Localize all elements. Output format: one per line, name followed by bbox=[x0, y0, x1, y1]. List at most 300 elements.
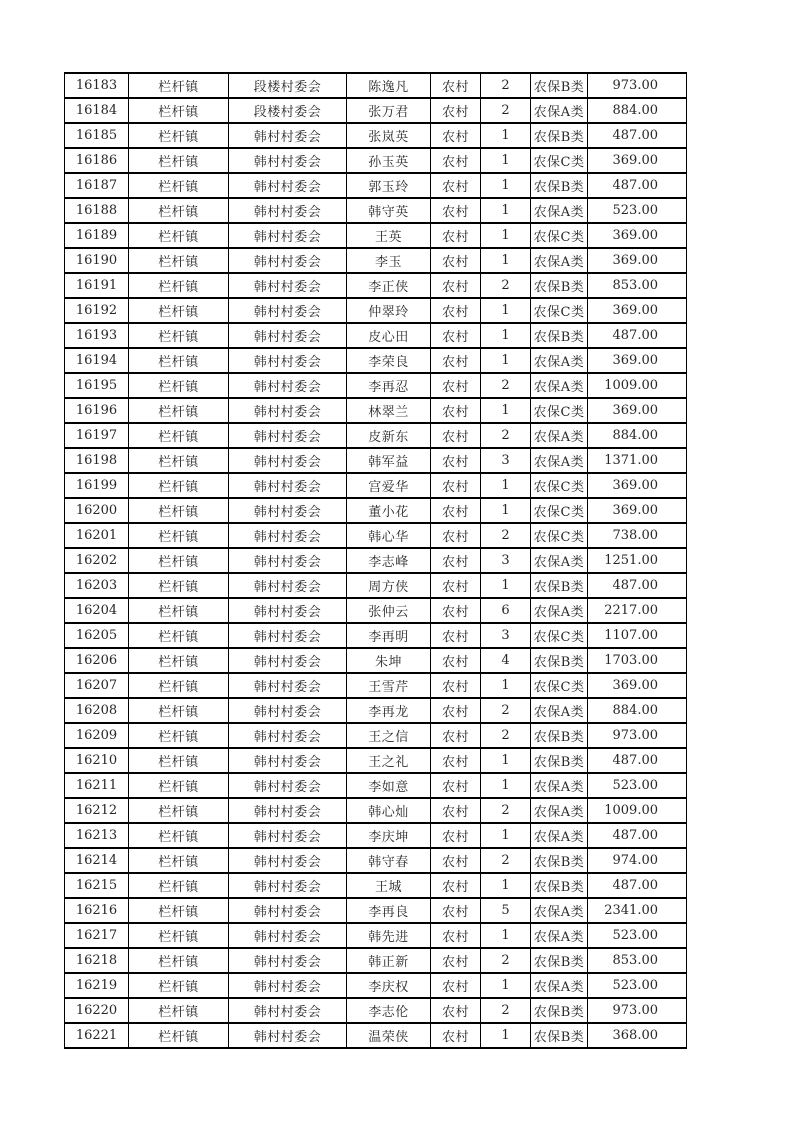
cell-insurance-category: 农保A类 bbox=[531, 548, 588, 573]
cell-town: 栏杆镇 bbox=[129, 573, 229, 598]
cell-person-name: 王之礼 bbox=[347, 748, 431, 773]
cell-insurance-category: 农保C类 bbox=[531, 148, 588, 173]
cell-insurance-category: 农保B类 bbox=[531, 948, 588, 973]
cell-insurance-category: 农保B类 bbox=[531, 848, 588, 873]
cell-residence-type: 农村 bbox=[431, 148, 481, 173]
table-row bbox=[65, 273, 687, 298]
cell-residence-type: 农村 bbox=[431, 923, 481, 948]
cell-insurance-category: 农保A类 bbox=[531, 448, 588, 473]
cell-headcount: 2 bbox=[481, 73, 531, 98]
cell-person-name: 韩先进 bbox=[347, 923, 431, 948]
table-row bbox=[65, 898, 687, 923]
cell-headcount: 2 bbox=[481, 998, 531, 1023]
cell-amount: 369.00 bbox=[588, 498, 687, 523]
cell-village-committee: 韩村村委会 bbox=[229, 123, 347, 148]
table-row bbox=[65, 373, 687, 398]
cell-amount: 1009.00 bbox=[588, 798, 687, 823]
cell-serial-number: 16191 bbox=[65, 273, 129, 298]
cell-person-name: 王雪芹 bbox=[347, 673, 431, 698]
cell-residence-type: 农村 bbox=[431, 823, 481, 848]
cell-town: 栏杆镇 bbox=[129, 748, 229, 773]
cell-town: 栏杆镇 bbox=[129, 973, 229, 998]
cell-village-committee: 韩村村委会 bbox=[229, 598, 347, 623]
cell-residence-type: 农村 bbox=[431, 348, 481, 373]
cell-residence-type: 农村 bbox=[431, 573, 481, 598]
cell-town: 栏杆镇 bbox=[129, 548, 229, 573]
cell-headcount: 2 bbox=[481, 98, 531, 123]
cell-amount: 369.00 bbox=[588, 248, 687, 273]
cell-town: 栏杆镇 bbox=[129, 498, 229, 523]
table-row bbox=[65, 848, 687, 873]
cell-serial-number: 16184 bbox=[65, 98, 129, 123]
cell-amount: 1371.00 bbox=[588, 448, 687, 473]
cell-amount: 1009.00 bbox=[588, 373, 687, 398]
cell-headcount: 3 bbox=[481, 548, 531, 573]
cell-serial-number: 16199 bbox=[65, 473, 129, 498]
cell-amount: 853.00 bbox=[588, 948, 687, 973]
cell-village-committee: 韩村村委会 bbox=[229, 898, 347, 923]
cell-residence-type: 农村 bbox=[431, 748, 481, 773]
cell-residence-type: 农村 bbox=[431, 1023, 481, 1048]
cell-person-name: 韩守英 bbox=[347, 198, 431, 223]
cell-serial-number: 16188 bbox=[65, 198, 129, 223]
cell-amount: 523.00 bbox=[588, 773, 687, 798]
cell-serial-number: 16193 bbox=[65, 323, 129, 348]
cell-person-name: 宫爱华 bbox=[347, 473, 431, 498]
cell-amount: 884.00 bbox=[588, 698, 687, 723]
cell-residence-type: 农村 bbox=[431, 973, 481, 998]
cell-headcount: 1 bbox=[481, 748, 531, 773]
cell-serial-number: 16187 bbox=[65, 173, 129, 198]
cell-village-committee: 韩村村委会 bbox=[229, 673, 347, 698]
table-row bbox=[65, 973, 687, 998]
cell-insurance-category: 农保C类 bbox=[531, 673, 588, 698]
table-row bbox=[65, 298, 687, 323]
cell-person-name: 仲翠玲 bbox=[347, 298, 431, 323]
cell-person-name: 张仲云 bbox=[347, 598, 431, 623]
table-row bbox=[65, 398, 687, 423]
cell-village-committee: 韩村村委会 bbox=[229, 698, 347, 723]
cell-serial-number: 16211 bbox=[65, 773, 129, 798]
cell-town: 栏杆镇 bbox=[129, 648, 229, 673]
cell-village-committee: 韩村村委会 bbox=[229, 298, 347, 323]
cell-village-committee: 韩村村委会 bbox=[229, 373, 347, 398]
cell-residence-type: 农村 bbox=[431, 448, 481, 473]
cell-insurance-category: 农保A类 bbox=[531, 898, 588, 923]
cell-residence-type: 农村 bbox=[431, 673, 481, 698]
cell-headcount: 2 bbox=[481, 273, 531, 298]
cell-amount: 884.00 bbox=[588, 98, 687, 123]
cell-town: 栏杆镇 bbox=[129, 998, 229, 1023]
cell-town: 栏杆镇 bbox=[129, 473, 229, 498]
cell-amount: 2341.00 bbox=[588, 898, 687, 923]
cell-residence-type: 农村 bbox=[431, 998, 481, 1023]
cell-residence-type: 农村 bbox=[431, 323, 481, 348]
cell-amount: 973.00 bbox=[588, 723, 687, 748]
cell-serial-number: 16198 bbox=[65, 448, 129, 473]
cell-residence-type: 农村 bbox=[431, 473, 481, 498]
cell-insurance-category: 农保C类 bbox=[531, 298, 588, 323]
table-row bbox=[65, 798, 687, 823]
cell-village-committee: 韩村村委会 bbox=[229, 648, 347, 673]
cell-insurance-category: 农保A类 bbox=[531, 923, 588, 948]
cell-town: 栏杆镇 bbox=[129, 523, 229, 548]
cell-amount: 973.00 bbox=[588, 998, 687, 1023]
cell-village-committee: 韩村村委会 bbox=[229, 748, 347, 773]
table-row bbox=[65, 248, 687, 273]
cell-village-committee: 韩村村委会 bbox=[229, 973, 347, 998]
cell-person-name: 陈逸凡 bbox=[347, 73, 431, 98]
cell-insurance-category: 农保B类 bbox=[531, 998, 588, 1023]
cell-residence-type: 农村 bbox=[431, 423, 481, 448]
cell-village-committee: 韩村村委会 bbox=[229, 523, 347, 548]
cell-insurance-category: 农保B类 bbox=[531, 1023, 588, 1048]
cell-town: 栏杆镇 bbox=[129, 823, 229, 848]
cell-person-name: 李荣良 bbox=[347, 348, 431, 373]
table-row bbox=[65, 548, 687, 573]
table-row bbox=[65, 573, 687, 598]
cell-person-name: 皮新东 bbox=[347, 423, 431, 448]
cell-headcount: 2 bbox=[481, 423, 531, 448]
cell-town: 栏杆镇 bbox=[129, 873, 229, 898]
cell-residence-type: 农村 bbox=[431, 123, 481, 148]
cell-town: 栏杆镇 bbox=[129, 298, 229, 323]
cell-person-name: 李再良 bbox=[347, 898, 431, 923]
cell-headcount: 1 bbox=[481, 773, 531, 798]
cell-town: 栏杆镇 bbox=[129, 698, 229, 723]
cell-person-name: 韩正新 bbox=[347, 948, 431, 973]
cell-amount: 2217.00 bbox=[588, 598, 687, 623]
cell-person-name: 周方侠 bbox=[347, 573, 431, 598]
cell-person-name: 王英 bbox=[347, 223, 431, 248]
cell-serial-number: 16219 bbox=[65, 973, 129, 998]
cell-person-name: 郭玉玲 bbox=[347, 173, 431, 198]
cell-village-committee: 韩村村委会 bbox=[229, 223, 347, 248]
cell-serial-number: 16195 bbox=[65, 373, 129, 398]
cell-serial-number: 16186 bbox=[65, 148, 129, 173]
cell-amount: 738.00 bbox=[588, 523, 687, 548]
cell-headcount: 1 bbox=[481, 223, 531, 248]
cell-village-committee: 韩村村委会 bbox=[229, 998, 347, 1023]
cell-amount: 487.00 bbox=[588, 123, 687, 148]
cell-headcount: 1 bbox=[481, 123, 531, 148]
cell-insurance-category: 农保A类 bbox=[531, 823, 588, 848]
cell-amount: 487.00 bbox=[588, 173, 687, 198]
cell-serial-number: 16185 bbox=[65, 123, 129, 148]
cell-town: 栏杆镇 bbox=[129, 323, 229, 348]
cell-amount: 369.00 bbox=[588, 398, 687, 423]
cell-residence-type: 农村 bbox=[431, 523, 481, 548]
cell-residence-type: 农村 bbox=[431, 373, 481, 398]
cell-person-name: 韩守春 bbox=[347, 848, 431, 873]
cell-residence-type: 农村 bbox=[431, 698, 481, 723]
cell-residence-type: 农村 bbox=[431, 548, 481, 573]
cell-headcount: 1 bbox=[481, 148, 531, 173]
cell-village-committee: 韩村村委会 bbox=[229, 873, 347, 898]
table-row bbox=[65, 648, 687, 673]
cell-town: 栏杆镇 bbox=[129, 948, 229, 973]
cell-amount: 487.00 bbox=[588, 573, 687, 598]
cell-person-name: 李志伦 bbox=[347, 998, 431, 1023]
cell-headcount: 3 bbox=[481, 623, 531, 648]
cell-serial-number: 16197 bbox=[65, 423, 129, 448]
table-row bbox=[65, 723, 687, 748]
cell-village-committee: 韩村村委会 bbox=[229, 198, 347, 223]
cell-serial-number: 16192 bbox=[65, 298, 129, 323]
cell-headcount: 2 bbox=[481, 798, 531, 823]
cell-serial-number: 16201 bbox=[65, 523, 129, 548]
cell-amount: 523.00 bbox=[588, 923, 687, 948]
cell-town: 栏杆镇 bbox=[129, 773, 229, 798]
cell-headcount: 1 bbox=[481, 348, 531, 373]
cell-amount: 1703.00 bbox=[588, 648, 687, 673]
cell-town: 栏杆镇 bbox=[129, 448, 229, 473]
cell-person-name: 张万君 bbox=[347, 98, 431, 123]
cell-insurance-category: 农保A类 bbox=[531, 198, 588, 223]
cell-serial-number: 16208 bbox=[65, 698, 129, 723]
cell-village-committee: 韩村村委会 bbox=[229, 1023, 347, 1048]
cell-village-committee: 韩村村委会 bbox=[229, 348, 347, 373]
cell-town: 栏杆镇 bbox=[129, 423, 229, 448]
cell-residence-type: 农村 bbox=[431, 623, 481, 648]
cell-serial-number: 16218 bbox=[65, 948, 129, 973]
cell-insurance-category: 农保A类 bbox=[531, 373, 588, 398]
cell-headcount: 3 bbox=[481, 448, 531, 473]
cell-serial-number: 16183 bbox=[65, 73, 129, 98]
cell-residence-type: 农村 bbox=[431, 848, 481, 873]
cell-village-committee: 韩村村委会 bbox=[229, 473, 347, 498]
cell-serial-number: 16206 bbox=[65, 648, 129, 673]
cell-insurance-category: 农保A类 bbox=[531, 98, 588, 123]
cell-person-name: 李庆坤 bbox=[347, 823, 431, 848]
cell-insurance-category: 农保A类 bbox=[531, 798, 588, 823]
cell-insurance-category: 农保A类 bbox=[531, 248, 588, 273]
cell-town: 栏杆镇 bbox=[129, 373, 229, 398]
table-row bbox=[65, 123, 687, 148]
cell-serial-number: 16209 bbox=[65, 723, 129, 748]
cell-village-committee: 韩村村委会 bbox=[229, 498, 347, 523]
cell-person-name: 李正侠 bbox=[347, 273, 431, 298]
cell-town: 栏杆镇 bbox=[129, 398, 229, 423]
cell-headcount: 6 bbox=[481, 598, 531, 623]
table-row bbox=[65, 173, 687, 198]
cell-amount: 853.00 bbox=[588, 273, 687, 298]
cell-insurance-category: 农保A类 bbox=[531, 598, 588, 623]
cell-town: 栏杆镇 bbox=[129, 248, 229, 273]
cell-town: 栏杆镇 bbox=[129, 123, 229, 148]
cell-person-name: 李玉 bbox=[347, 248, 431, 273]
cell-town: 栏杆镇 bbox=[129, 98, 229, 123]
table-row bbox=[65, 448, 687, 473]
table-row bbox=[65, 998, 687, 1023]
cell-residence-type: 农村 bbox=[431, 598, 481, 623]
cell-person-name: 孙玉英 bbox=[347, 148, 431, 173]
cell-person-name: 李庆权 bbox=[347, 973, 431, 998]
cell-serial-number: 16189 bbox=[65, 223, 129, 248]
cell-serial-number: 16220 bbox=[65, 998, 129, 1023]
cell-town: 栏杆镇 bbox=[129, 723, 229, 748]
cell-residence-type: 农村 bbox=[431, 948, 481, 973]
cell-village-committee: 韩村村委会 bbox=[229, 273, 347, 298]
cell-insurance-category: 农保C类 bbox=[531, 623, 588, 648]
cell-serial-number: 16203 bbox=[65, 573, 129, 598]
table-row bbox=[65, 423, 687, 448]
cell-village-committee: 段楼村委会 bbox=[229, 73, 347, 98]
table-row bbox=[65, 223, 687, 248]
cell-town: 栏杆镇 bbox=[129, 273, 229, 298]
cell-village-committee: 段楼村委会 bbox=[229, 98, 347, 123]
cell-residence-type: 农村 bbox=[431, 873, 481, 898]
table-row bbox=[65, 523, 687, 548]
table-row bbox=[65, 598, 687, 623]
cell-insurance-category: 农保B类 bbox=[531, 123, 588, 148]
cell-amount: 1107.00 bbox=[588, 623, 687, 648]
cell-person-name: 韩心华 bbox=[347, 523, 431, 548]
cell-headcount: 1 bbox=[481, 198, 531, 223]
cell-insurance-category: 农保B类 bbox=[531, 748, 588, 773]
cell-amount: 487.00 bbox=[588, 823, 687, 848]
cell-village-committee: 韩村村委会 bbox=[229, 798, 347, 823]
cell-town: 栏杆镇 bbox=[129, 673, 229, 698]
cell-amount: 487.00 bbox=[588, 873, 687, 898]
cell-headcount: 1 bbox=[481, 673, 531, 698]
cell-insurance-category: 农保B类 bbox=[531, 323, 588, 348]
cell-amount: 1251.00 bbox=[588, 548, 687, 573]
table-row bbox=[65, 73, 687, 98]
cell-headcount: 1 bbox=[481, 473, 531, 498]
cell-village-committee: 韩村村委会 bbox=[229, 173, 347, 198]
cell-insurance-category: 农保C类 bbox=[531, 398, 588, 423]
cell-headcount: 1 bbox=[481, 298, 531, 323]
cell-village-committee: 韩村村委会 bbox=[229, 923, 347, 948]
cell-town: 栏杆镇 bbox=[129, 923, 229, 948]
cell-headcount: 5 bbox=[481, 898, 531, 923]
cell-headcount: 2 bbox=[481, 848, 531, 873]
cell-insurance-category: 农保A类 bbox=[531, 348, 588, 373]
cell-village-committee: 韩村村委会 bbox=[229, 823, 347, 848]
cell-headcount: 2 bbox=[481, 948, 531, 973]
cell-residence-type: 农村 bbox=[431, 198, 481, 223]
cell-headcount: 2 bbox=[481, 523, 531, 548]
cell-insurance-category: 农保B类 bbox=[531, 648, 588, 673]
cell-serial-number: 16204 bbox=[65, 598, 129, 623]
cell-person-name: 皮心田 bbox=[347, 323, 431, 348]
cell-village-committee: 韩村村委会 bbox=[229, 948, 347, 973]
cell-village-committee: 韩村村委会 bbox=[229, 773, 347, 798]
table-row bbox=[65, 473, 687, 498]
table-row bbox=[65, 348, 687, 373]
cell-residence-type: 农村 bbox=[431, 398, 481, 423]
table-row bbox=[65, 98, 687, 123]
cell-insurance-category: 农保A类 bbox=[531, 423, 588, 448]
cell-residence-type: 农村 bbox=[431, 173, 481, 198]
cell-town: 栏杆镇 bbox=[129, 173, 229, 198]
cell-insurance-category: 农保A类 bbox=[531, 773, 588, 798]
cell-serial-number: 16207 bbox=[65, 673, 129, 698]
cell-person-name: 林翠兰 bbox=[347, 398, 431, 423]
cell-village-committee: 韩村村委会 bbox=[229, 248, 347, 273]
table-row bbox=[65, 498, 687, 523]
cell-town: 栏杆镇 bbox=[129, 223, 229, 248]
cell-town: 栏杆镇 bbox=[129, 898, 229, 923]
cell-residence-type: 农村 bbox=[431, 223, 481, 248]
cell-insurance-category: 农保B类 bbox=[531, 173, 588, 198]
cell-serial-number: 16190 bbox=[65, 248, 129, 273]
cell-serial-number: 16213 bbox=[65, 823, 129, 848]
cell-serial-number: 16205 bbox=[65, 623, 129, 648]
cell-village-committee: 韩村村委会 bbox=[229, 573, 347, 598]
cell-insurance-category: 农保C类 bbox=[531, 473, 588, 498]
cell-village-committee: 韩村村委会 bbox=[229, 423, 347, 448]
cell-headcount: 4 bbox=[481, 648, 531, 673]
cell-village-committee: 韩村村委会 bbox=[229, 723, 347, 748]
cell-town: 栏杆镇 bbox=[129, 73, 229, 98]
cell-serial-number: 16194 bbox=[65, 348, 129, 373]
table-row bbox=[65, 323, 687, 348]
cell-person-name: 李再忍 bbox=[347, 373, 431, 398]
cell-town: 栏杆镇 bbox=[129, 348, 229, 373]
cell-amount: 369.00 bbox=[588, 223, 687, 248]
table-row bbox=[65, 773, 687, 798]
table-row bbox=[65, 1023, 687, 1048]
cell-person-name: 韩心灿 bbox=[347, 798, 431, 823]
cell-serial-number: 16221 bbox=[65, 1023, 129, 1048]
cell-person-name: 温荣侠 bbox=[347, 1023, 431, 1048]
cell-headcount: 1 bbox=[481, 498, 531, 523]
cell-person-name: 李志峰 bbox=[347, 548, 431, 573]
cell-residence-type: 农村 bbox=[431, 298, 481, 323]
cell-headcount: 1 bbox=[481, 923, 531, 948]
cell-amount: 974.00 bbox=[588, 848, 687, 873]
cell-village-committee: 韩村村委会 bbox=[229, 148, 347, 173]
cell-residence-type: 农村 bbox=[431, 773, 481, 798]
cell-residence-type: 农村 bbox=[431, 498, 481, 523]
cell-residence-type: 农村 bbox=[431, 73, 481, 98]
cell-residence-type: 农村 bbox=[431, 273, 481, 298]
cell-insurance-category: 农保A类 bbox=[531, 698, 588, 723]
cell-person-name: 王城 bbox=[347, 873, 431, 898]
cell-residence-type: 农村 bbox=[431, 723, 481, 748]
table-row bbox=[65, 623, 687, 648]
cell-residence-type: 农村 bbox=[431, 898, 481, 923]
cell-residence-type: 农村 bbox=[431, 248, 481, 273]
cell-serial-number: 16210 bbox=[65, 748, 129, 773]
cell-village-committee: 韩村村委会 bbox=[229, 623, 347, 648]
cell-amount: 487.00 bbox=[588, 323, 687, 348]
cell-headcount: 1 bbox=[481, 1023, 531, 1048]
table-row bbox=[65, 873, 687, 898]
cell-insurance-category: 农保B类 bbox=[531, 723, 588, 748]
cell-insurance-category: 农保B类 bbox=[531, 873, 588, 898]
cell-person-name: 王之信 bbox=[347, 723, 431, 748]
cell-insurance-category: 农保B类 bbox=[531, 73, 588, 98]
table-row bbox=[65, 698, 687, 723]
table-row bbox=[65, 148, 687, 173]
cell-insurance-category: 农保A类 bbox=[531, 973, 588, 998]
cell-residence-type: 农村 bbox=[431, 798, 481, 823]
cell-amount: 369.00 bbox=[588, 348, 687, 373]
table-row bbox=[65, 748, 687, 773]
cell-amount: 523.00 bbox=[588, 198, 687, 223]
cell-headcount: 1 bbox=[481, 973, 531, 998]
cell-town: 栏杆镇 bbox=[129, 148, 229, 173]
cell-amount: 368.00 bbox=[588, 1023, 687, 1048]
cell-headcount: 1 bbox=[481, 323, 531, 348]
cell-amount: 973.00 bbox=[588, 73, 687, 98]
cell-headcount: 2 bbox=[481, 373, 531, 398]
cell-headcount: 1 bbox=[481, 248, 531, 273]
cell-insurance-category: 农保B类 bbox=[531, 573, 588, 598]
